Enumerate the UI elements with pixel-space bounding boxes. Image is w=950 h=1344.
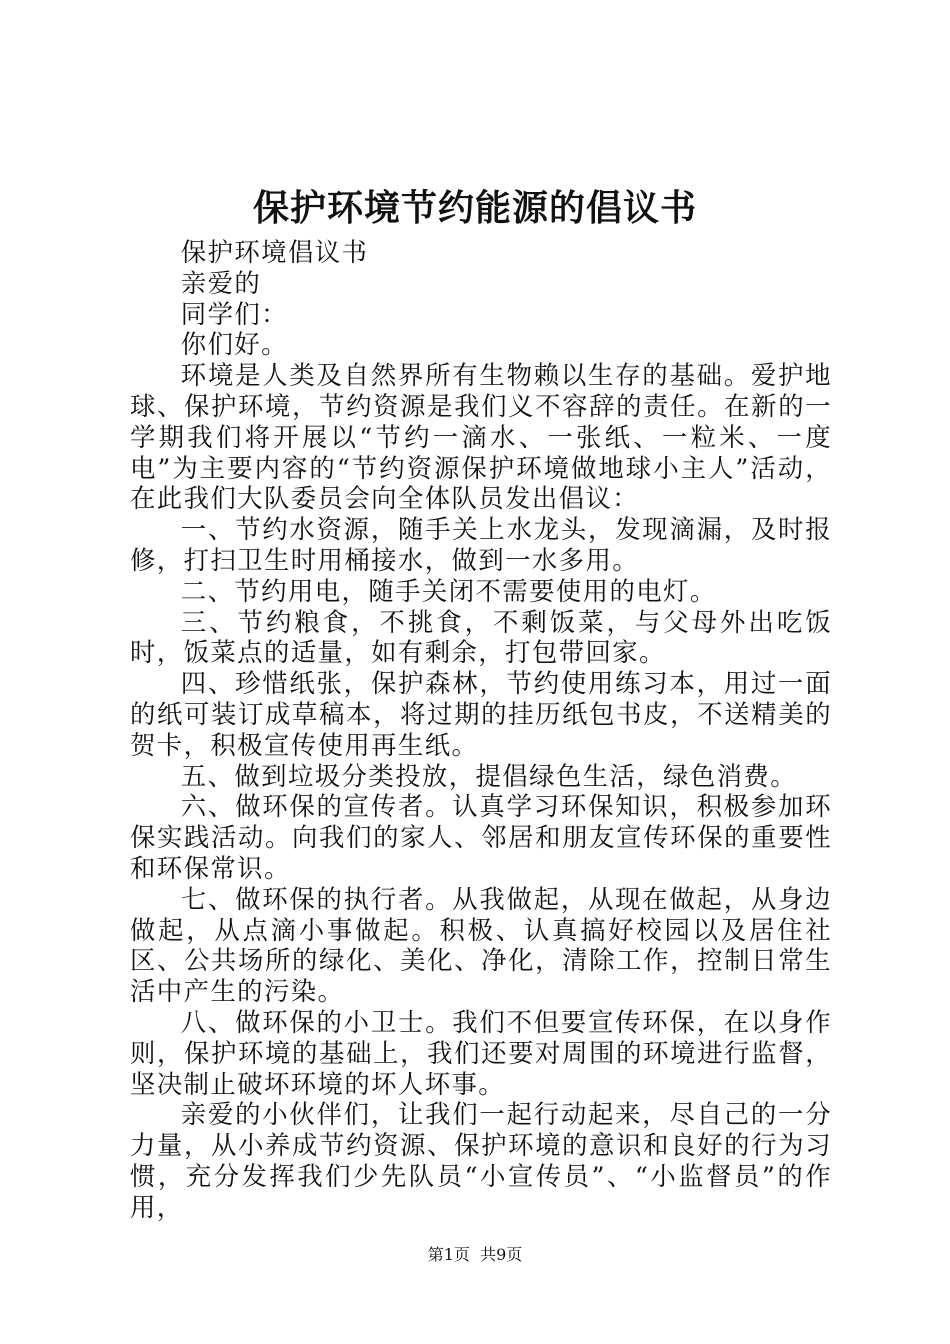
paragraph: 保护环境倡议书 xyxy=(180,237,369,267)
page-footer xyxy=(0,1244,950,1266)
paragraph: 一、节约水资源，随手关上水龙头，发现滴漏，及时报修，打扫卫生时用桶接水，做到一水多用。 xyxy=(130,514,832,575)
paragraph: 你们好。 xyxy=(180,329,288,360)
paragraph: 七、做环保的执行者。从我做起，从现在做起，从身边做起，从点滴小事做起。积极、认真搞好校园以及居住社区、公共场所的绿化、美化、净化，清除工作，控制日常生活中产生的污染。 xyxy=(130,883,832,1007)
paragraph: 八、做环保的小卫士。我们不但要宣传环保，在以身作则，保护环境的基础上，我们还要对周围的环境进行监督，坚决制止破坏环境的坏人坏事。 xyxy=(130,1006,832,1099)
paragraph: 二、节约用电，随手关闭不需要使用的电灯。 xyxy=(180,575,717,606)
paragraph: 四、珍惜纸张，保护森林，节约使用练习本，用过一面的纸可装订成草稿本，将过期的挂历纸包书皮，不送精美的贺卡，积极宣传使用再生纸。 xyxy=(130,668,832,760)
paragraph: 三、节约粮食，不挑食，不剩饭菜，与父母外出吃饭时，饭菜点的适量，如有剩余，打包带回家。 xyxy=(130,606,832,668)
document-body xyxy=(130,237,832,1223)
paragraph: 六、做环保的宣传者。认真学习环保知识，积极参加环保实践活动。向我们的家人、邻居和朋友宣传环保的重要性和环保常识。 xyxy=(130,791,832,883)
paragraph: 环境是人类及自然界所有生物赖以生存的基础。爱护地球、保护环境，节约资源是我们义不容辞的责任。在新的一学期我们将开展以“节约一滴水、一张纸、一粒米、一度电”为主要内容的“节约资源保护环境做地球小主人”活动，在此我们大队委员会向全体队员发出倡议： xyxy=(130,360,832,514)
document-title: 保护环境节约能源的倡议书 xyxy=(252,188,697,229)
paragraph: 五、做到垃圾分类投放，提倡绿色生活，绿色消费。 xyxy=(180,760,797,791)
paragraph: 同学们： xyxy=(180,298,288,329)
paragraph: 亲爱的 xyxy=(180,267,262,298)
paragraph: 亲爱的小伙伴们，让我们一起行动起来，尽自己的一分力量，从小养成节约资源、保护环境的意识和良好的行为习惯，充分发挥我们少先队员“小宣传员”、“小监督员”的作用， xyxy=(130,1099,832,1222)
page-number: 第1页 共9页 xyxy=(427,1245,523,1264)
